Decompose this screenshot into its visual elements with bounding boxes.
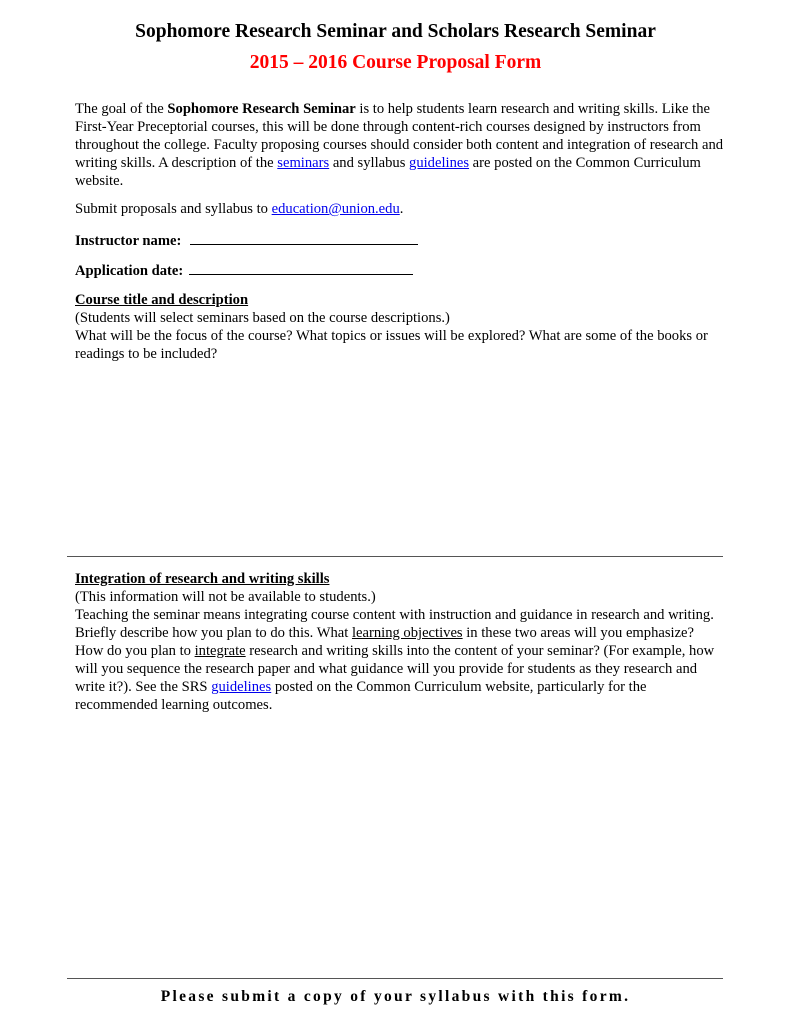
intro-text-4: are posted on the Common Curriculum website. [75,155,701,189]
email-link[interactable]: education@union.edu [271,201,400,217]
footer-note: Please submit a copy of your syllabus with this form. [160,988,631,1005]
submit-text: Submit proposals and syllabus to [75,201,272,217]
srs-guidelines-link[interactable]: guidelines [211,679,272,695]
instructor-name-field [75,231,725,250]
application-date-field [75,261,725,280]
submit-instructions [75,200,725,218]
page-title: Sophomore Research Seminar and Scholars Research Seminar [135,21,656,42]
course-section [75,291,725,363]
course-section-prompt: What will be the focus of the course? What topics or issues will be explored? What are some of the books or readings to be included? [75,328,708,362]
section-divider [67,556,723,557]
integration-text-4: posted on the Common Curriculum website, particularly for the recommended learning outcomes. [75,679,647,713]
integration-text-2: in these two areas will you emphasize? How do you plan to [75,625,695,659]
application-date-label: Application date: [75,263,184,279]
guidelines-link[interactable]: guidelines [409,155,470,171]
course-section-note: (Students will select seminars based on the course descriptions.) [75,310,450,326]
form-subtitle: 2015 – 2016 Course Proposal Form [249,52,542,73]
intro-bold-program: Sophomore Research Seminar [167,101,356,117]
submit-end: . [399,201,404,217]
intro-text-1: The goal of the [75,101,168,117]
instructor-name-label: Instructor name: [75,233,182,249]
course-section-heading: Course title and description [75,292,249,308]
integration-text-1: Teaching the seminar means integrating course content with instruction and guidance in research and writing. Briefly describe how you plan to do this. What [75,607,714,641]
learning-objectives-term: learning objectives [351,625,463,641]
instructor-name-blank[interactable] [190,231,418,245]
integration-section-heading: Integration of research and writing skills [75,571,330,587]
intro-paragraph [75,100,725,190]
integration-section [75,570,725,714]
integrate-term: integrate [194,643,246,659]
intro-text-2: is to help students learn research and writing skills. Like the First-Year Preceptorial courses, this will be done through content-rich courses designed by instructors from throughout the college. Faculty proposing courses should consider both content and integration of research and writing skills. A description of the [75,101,724,171]
footer-divider [67,978,723,979]
integration-section-note: (This information will not be available to students.) [75,589,376,605]
seminars-link[interactable]: seminars [277,155,330,171]
application-date-blank[interactable] [189,261,413,275]
integration-section-prompt [75,606,725,714]
integration-text-3: research and writing skills into the content of your seminar? (For example, how will you sequence the research paper and what guidance will you provide for students as they research and write it?). See the SRS [75,643,715,695]
intro-text-3: and syllabus [329,155,410,171]
